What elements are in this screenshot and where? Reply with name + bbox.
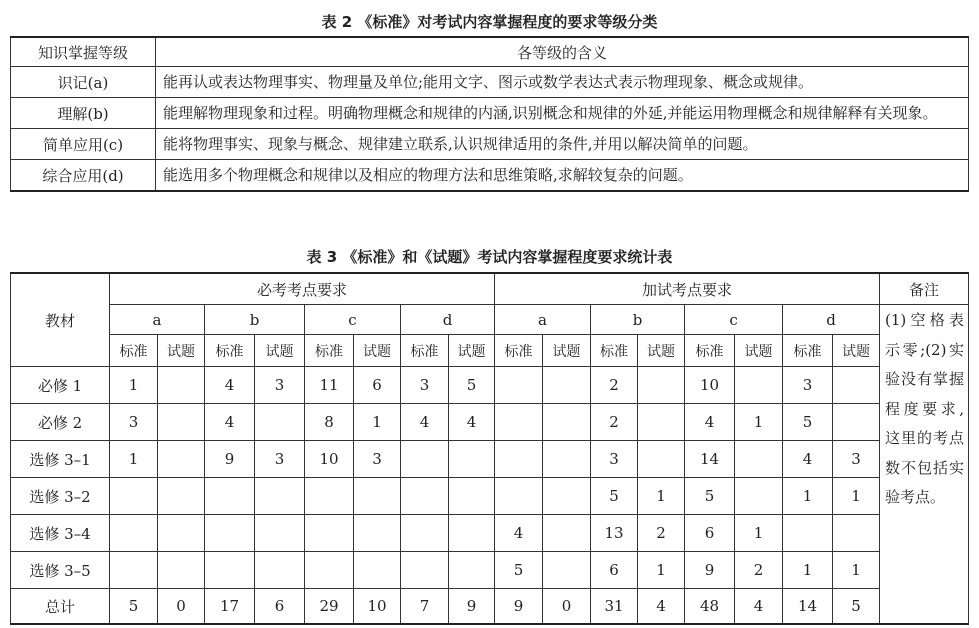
count-cell [401,441,449,478]
count-cell [401,478,449,515]
count-cell [158,478,205,515]
table-row [11,478,969,515]
count-cell [833,515,880,552]
exam-header: 试题 [833,335,880,367]
row-label: 选修 3–5 [11,552,110,589]
exam-header: 试题 [735,335,783,367]
count-cell: 5 [685,478,735,515]
table3-note [880,305,969,625]
count-cell [449,441,495,478]
count-cell [110,552,158,589]
standard-header: 标准 [685,335,735,367]
count-cell [110,515,158,552]
count-cell: 3 [591,441,638,478]
count-cell [543,441,591,478]
table2-row [11,129,969,160]
table-row [11,441,969,478]
table3-total-row [11,589,969,625]
table2 [10,36,969,192]
table3-caption: 表 3 《标准》和《试题》考试内容掌握程度要求统计表 [306,248,673,266]
count-cell [158,404,205,441]
level-cell: 综合应用(d) [11,160,156,192]
level-header: b [205,305,305,335]
count-cell [638,441,685,478]
table3 [10,272,969,625]
count-cell [158,552,205,589]
count-cell [543,367,591,404]
count-cell [543,552,591,589]
total-cell: 4 [735,589,783,625]
count-cell: 1 [735,515,783,552]
table2-row [11,67,969,98]
count-cell [543,478,591,515]
row-label: 必修 2 [11,404,110,441]
meaning-cell: 能理解物理现象和过程。明确物理概念和规律的内涵,识别概念和规律的外延,并能运用物理概念和规律解释有关现象。 [156,98,969,129]
total-label: 总计 [11,589,110,625]
count-cell: 4 [449,404,495,441]
table3-subheader-row [11,335,969,367]
count-cell: 2 [591,404,638,441]
standard-header: 标准 [305,335,354,367]
total-cell: 9 [449,589,495,625]
count-cell [543,404,591,441]
exam-header: 试题 [449,335,495,367]
count-cell [158,441,205,478]
count-cell [638,404,685,441]
count-cell: 8 [305,404,354,441]
count-cell [255,404,305,441]
meaning-cell: 能选用多个物理概念和规律以及相应的物理方法和思维策略,求解较复杂的问题。 [156,160,969,192]
count-cell: 3 [833,441,880,478]
meaning-cell: 能再认或表达物理事实、物理量及单位;能用文字、图示或数学表达式表示物理现象、概念或规律。 [156,67,969,98]
count-cell: 9 [685,552,735,589]
count-cell: 3 [255,367,305,404]
level-header: a [495,305,591,335]
count-cell [495,441,543,478]
count-cell: 3 [783,367,833,404]
table-row [11,515,969,552]
total-cell: 7 [401,589,449,625]
table-row [11,404,969,441]
count-cell [735,367,783,404]
standard-header: 标准 [591,335,638,367]
count-cell [401,515,449,552]
total-cell: 0 [158,589,205,625]
total-cell: 29 [305,589,354,625]
total-cell: 9 [495,589,543,625]
count-cell: 4 [205,404,255,441]
count-cell: 10 [305,441,354,478]
table3-header-textbook: 教材 [11,273,110,367]
total-cell: 5 [833,589,880,625]
count-cell [735,478,783,515]
count-cell: 2 [591,367,638,404]
level-header: d [401,305,495,335]
total-cell: 17 [205,589,255,625]
table2-row [11,98,969,129]
count-cell: 3 [354,441,401,478]
meaning-cell: 能将物理事实、现象与概念、规律建立联系,认识规律适用的条件,并用以解决简单的问题。 [156,129,969,160]
count-cell: 5 [783,404,833,441]
exam-header: 试题 [255,335,305,367]
count-cell [255,515,305,552]
table2-header-row [11,37,969,67]
count-cell [205,552,255,589]
count-cell: 1 [833,552,880,589]
count-cell: 6 [685,515,735,552]
table2-row [11,160,969,192]
exam-header: 试题 [543,335,591,367]
count-cell [638,367,685,404]
level-header: b [591,305,685,335]
total-cell: 4 [638,589,685,625]
count-cell [110,478,158,515]
count-cell [354,552,401,589]
count-cell [305,478,354,515]
exam-header: 试题 [158,335,205,367]
count-cell: 1 [638,552,685,589]
count-cell [401,552,449,589]
count-cell [255,552,305,589]
count-cell [158,367,205,404]
level-header: c [685,305,783,335]
total-cell: 0 [543,589,591,625]
count-cell: 1 [110,367,158,404]
table3-header-extra: 加试考点要求 [495,273,880,305]
count-cell [354,478,401,515]
count-cell: 5 [495,552,543,589]
count-cell [305,515,354,552]
row-label: 选修 3–1 [11,441,110,478]
count-cell: 1 [638,478,685,515]
count-cell [495,367,543,404]
table2-header-meaning: 各等级的含义 [156,37,969,67]
standard-header: 标准 [495,335,543,367]
count-cell [158,515,205,552]
row-label: 选修 3–4 [11,515,110,552]
count-cell: 4 [401,404,449,441]
count-cell: 1 [783,478,833,515]
table-row [11,552,969,589]
count-cell: 1 [354,404,401,441]
count-cell: 3 [110,404,158,441]
standard-header: 标准 [783,335,833,367]
count-cell [205,515,255,552]
total-cell: 6 [255,589,305,625]
count-cell [449,552,495,589]
row-label: 必修 1 [11,367,110,404]
count-cell [255,478,305,515]
count-cell [205,478,255,515]
count-cell: 6 [354,367,401,404]
count-cell: 4 [685,404,735,441]
count-cell: 10 [685,367,735,404]
total-cell: 5 [110,589,158,625]
count-cell [783,515,833,552]
table-row [11,367,969,404]
count-cell: 4 [783,441,833,478]
count-cell [543,515,591,552]
count-cell: 2 [638,515,685,552]
total-cell: 31 [591,589,638,625]
table2-caption: 表 2 《标准》对考试内容掌握程度的要求等级分类 [321,13,658,31]
count-cell: 2 [735,552,783,589]
count-cell: 4 [495,515,543,552]
level-cell: 理解(b) [11,98,156,129]
count-cell: 11 [305,367,354,404]
row-label: 选修 3–2 [11,478,110,515]
level-cell: 简单应用(c) [11,129,156,160]
count-cell: 4 [205,367,255,404]
count-cell: 9 [205,441,255,478]
table3-header-required: 必考考点要求 [110,273,495,305]
table2-header-level: 知识掌握等级 [11,37,156,67]
count-cell: 5 [591,478,638,515]
count-cell [833,404,880,441]
note-text: (1)空格表示零;(2)实验没有掌握程度要求,这里的考点数不包括实验考点。 [885,311,965,506]
count-cell [449,515,495,552]
count-cell: 5 [449,367,495,404]
total-cell: 10 [354,589,401,625]
table3-header-note: 备注 [880,273,969,305]
standard-header: 标准 [205,335,255,367]
count-cell [449,478,495,515]
total-cell: 48 [685,589,735,625]
count-cell [495,478,543,515]
count-cell: 3 [255,441,305,478]
count-cell [354,515,401,552]
total-cell: 14 [783,589,833,625]
standard-header: 标准 [401,335,449,367]
exam-header: 试题 [638,335,685,367]
count-cell: 13 [591,515,638,552]
level-header: c [305,305,401,335]
count-cell: 6 [591,552,638,589]
count-cell: 1 [833,478,880,515]
count-cell: 1 [110,441,158,478]
count-cell [735,441,783,478]
count-cell: 3 [401,367,449,404]
count-cell: 1 [735,404,783,441]
count-cell [495,404,543,441]
level-cell: 识记(a) [11,67,156,98]
level-header: d [783,305,880,335]
exam-header: 试题 [354,335,401,367]
table3-level-row [11,305,969,335]
count-cell: 14 [685,441,735,478]
count-cell [305,552,354,589]
table3-header-row [11,273,969,305]
count-cell [833,367,880,404]
standard-header: 标准 [110,335,158,367]
count-cell: 1 [783,552,833,589]
level-header: a [110,305,205,335]
